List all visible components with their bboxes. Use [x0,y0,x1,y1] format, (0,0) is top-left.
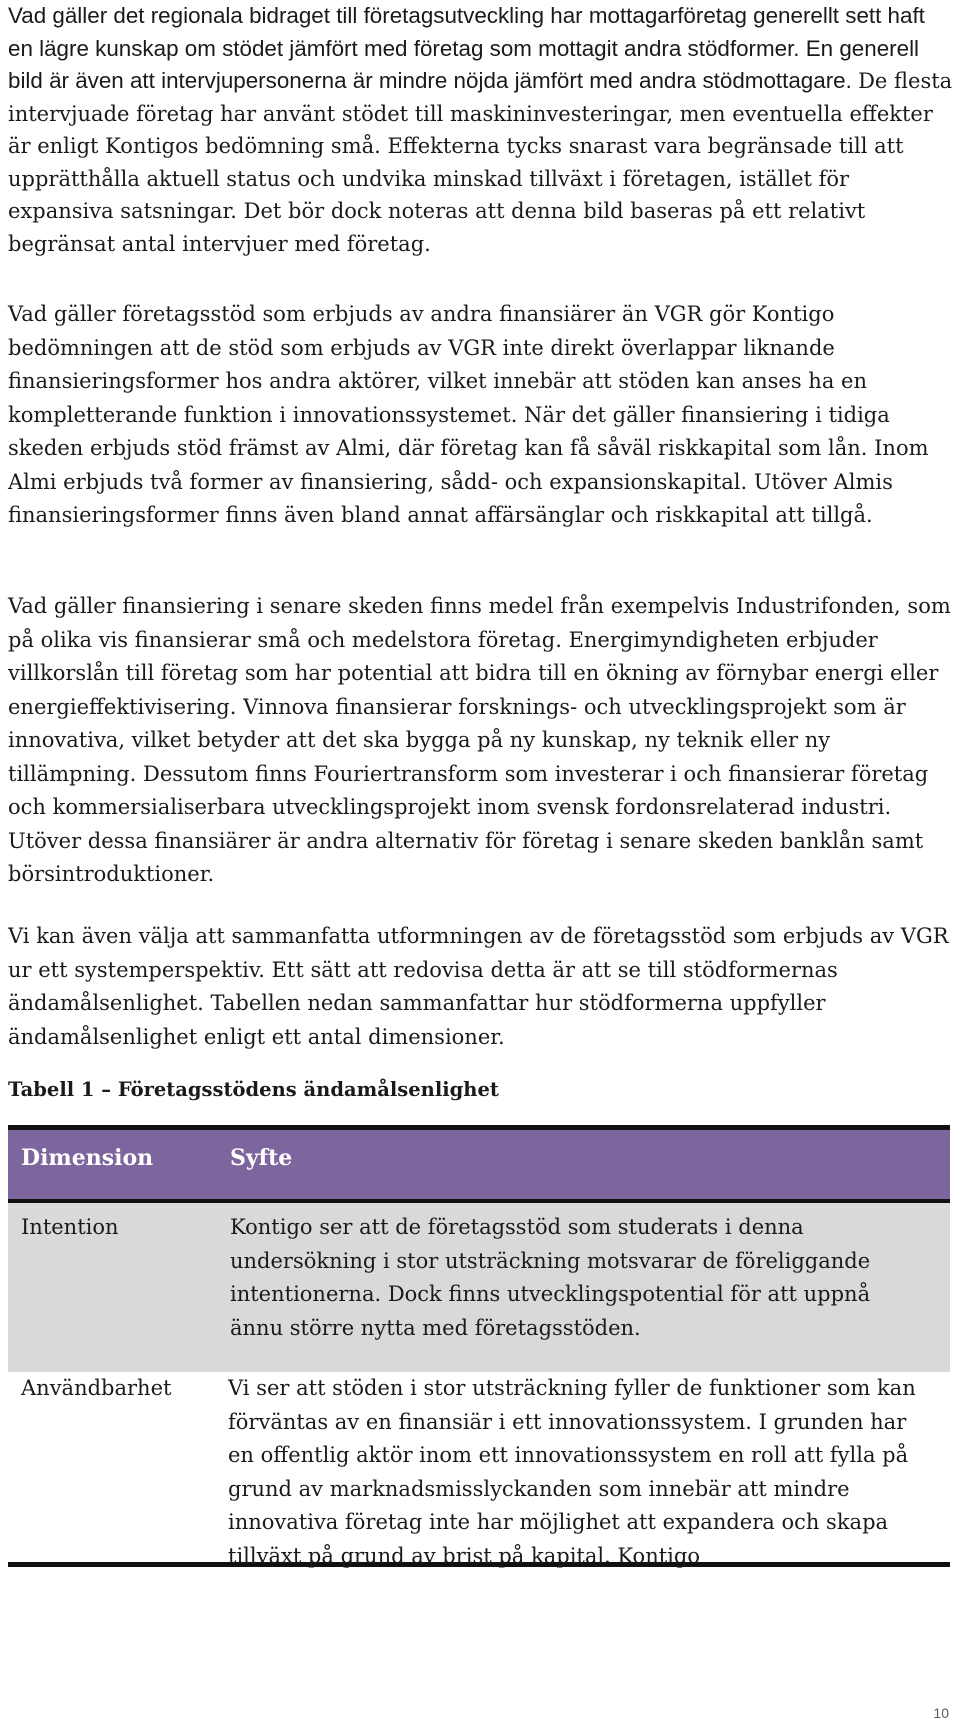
table-row [8,1372,950,1568]
table-header-syfte: Syfte [230,1145,293,1171]
paragraph-regional-support-intro: Vad gäller det regionala bidraget till företagsutveckling har mottagarföretag generellt sett haft en lägre kunskap om stödet jämfört med företag som mottagit andra stödformer. En generell bild är även att intervjupersonerna är mindre nöjda jämfört med andra stödmottagare. [8,3,925,93]
table-header-dimension: Dimension [21,1145,154,1171]
paragraph-other-financiers: Vad gäller företagsstöd som erbjuds av andra finansiärer än VGR gör Kontigo bedömningen att de stöd som erbjuds av VGR inte direkt överlappar liknande finansieringsformer hos andra aktörer, vilket innebär att stöden kan anses ha en kompletterande funktion i innovationssystemet. När det gäller finansiering i tidiga skeden erbjuds stöd främst av Almi, där företag kan få såväl riskkapital som lån. Inom Almi erbjuds två former av finansiering, sådd- och expansionskapital. Utöver Almis finansieringsformer finns även bland annat affärsänglar och riskkapital att tillgå. [8,302,929,527]
paragraph-regional-support-effects: De flesta intervjuade företag har använt stödet till maskininvesteringar, men eventuella effekter är enligt Kontigos bedömning små. Effekterna tycks snarast vara begränsade till att upprätthålla aktuell status och undvika minskad tillväxt i företagen, istället för expansiva satsningar. Det bör dock noteras att denna bild baseras på ett relativt begränsat antal intervjuer med företag. [8,69,953,256]
table-cell-syfte: Vi ser att stöden i stor utsträckning fyller de funktioner som kan förväntas av en finansiär i ett innovationssystem. I grunden har en offentlig aktör inom ett innovationssystem en roll att fylla på grund av marknadsmisslyckanden som innebär att mindre innovativa företag inte har möjlighet att expandera och skapa tillväxt på grund av brist på kapital. Kontigo [228,1376,916,1568]
table-header-row [8,1130,950,1199]
paragraph-later-stage-financing: Vad gäller finansiering i senare skeden finns medel från exempelvis Industrifonden, som på olika vis finansierar små och medelstora företag. Energimyndigheten erbjuder villkorslån till företag som har potential att bidra till en ökning av förnybar energi eller energieffektivisering. Vinnova finansierar forsknings- och utvecklingsprojekt som är innovativa, vilket betyder att det ska bygga på ny kunskap, ny teknik eller ny tillämpning. Dessutom finns Fouriertransform som investerar i och finansierar företag och kommersialiserbara utvecklingsprojekt inom svensk fordonsrelaterad industri. Utöver dessa finansiärer är andra alternativ för företag i senare skeden banklån samt börsintroduktioner. [8,594,951,886]
paragraph-regional-support [8,0,953,260]
page-number: 10 [933,1705,949,1721]
table-cell-dimension: Användbarhet [21,1376,172,1400]
paragraph-system-perspective: Vi kan även välja att sammanfatta utformningen av de företagsstöd som erbjuds av VGR ur ett systemperspektiv. Ett sätt att redovisa detta är att se till stödformernas ändamålsenlighet. Tabellen nedan sammanfattar hur stödformerna uppfyller ändamålsenlighet enligt ett antal dimensioner. [8,924,949,1049]
purpose-table [8,1125,950,1567]
table-cell-syfte: Kontigo ser att de företagsstöd som studerats i denna undersökning i stor utsträckning motsvarar de föreliggande intentionerna. Dock finns utvecklingspotential för att uppnå ännu större nytta med företagsstöden. [230,1215,871,1340]
table-cell-dimension: Intention [21,1215,119,1239]
table-caption: Tabell 1 – Företagsstödens ändamålsenlighet [8,1078,499,1101]
table-row [8,1203,950,1372]
